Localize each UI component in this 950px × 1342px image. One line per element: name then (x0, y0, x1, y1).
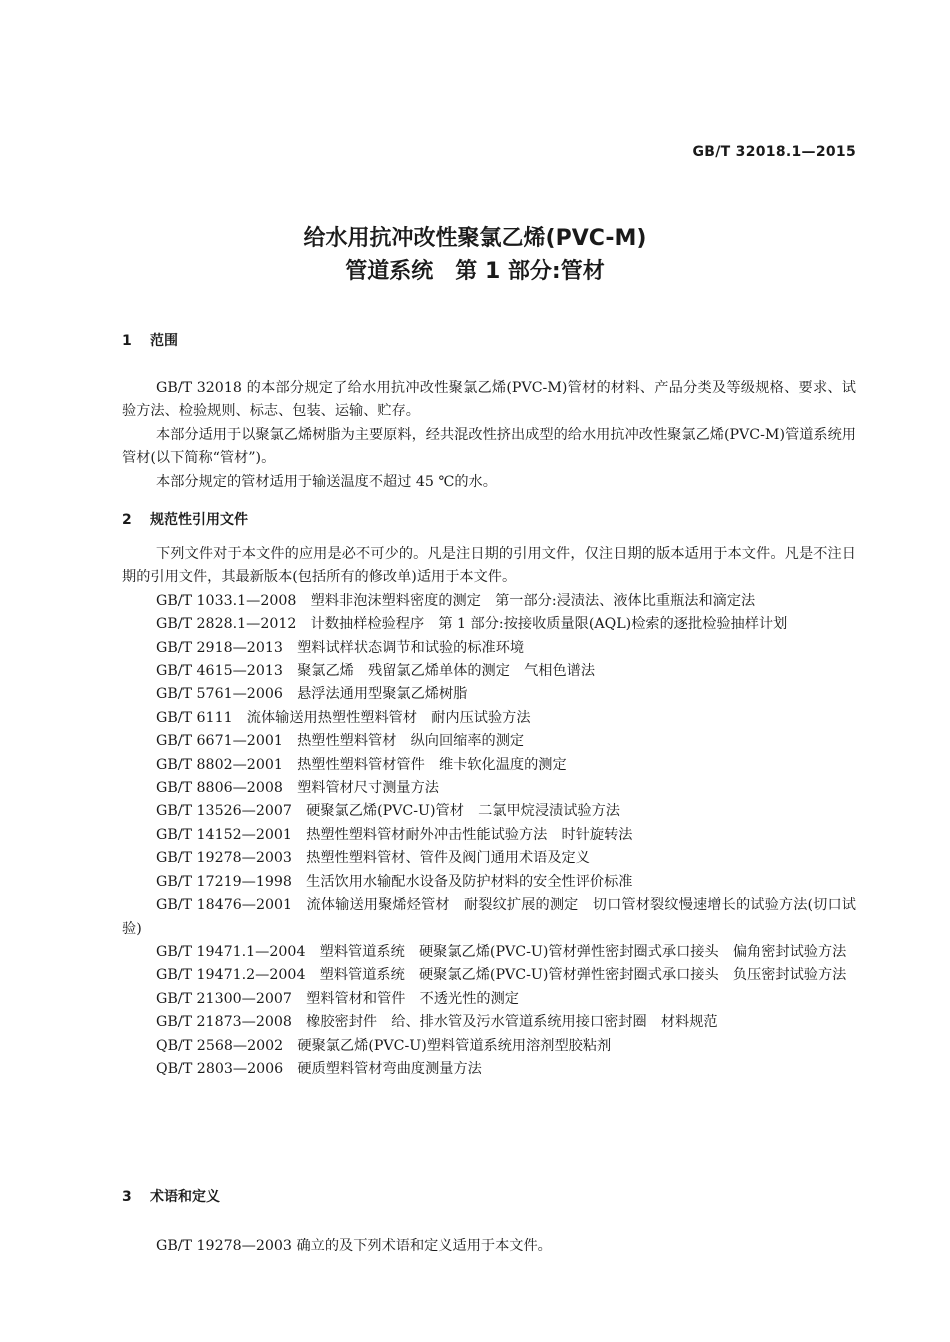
reference-item: GB/T 13526—2007 硬聚氯乙烯(PVC-U)管材 二氯甲烷浸渍试验方法 (156, 803, 620, 820)
paragraph: GB/T 32018 的本部分规定了给水用抗冲改性聚氯乙烯(PVC-M)管材的材料、产品分类及等级规格、要求、试验方法、检验规则、标志、包装、运输、贮存。 (122, 380, 856, 420)
title-line-2: 管道系统 第 1 部分:管材 (345, 259, 605, 284)
reference-item: GB/T 19278—2003 热塑性塑料管材、管件及阀门通用术语及定义 (156, 850, 590, 867)
reference-item: GB/T 5761—2006 悬浮法通用型聚氯乙烯树脂 (156, 686, 468, 703)
reference-item: GB/T 8806—2008 塑料管材尺寸测量方法 (156, 780, 439, 797)
reference-item: GB/T 8802—2001 热塑性塑料管材管件 维卡软化温度的测定 (156, 756, 567, 773)
reference-item: GB/T 1033.1—2008 塑料非泡沫塑料密度的测定 第一部分:浸渍法、液体比重瓶法和滴定法 (156, 592, 756, 609)
reference-item: GB/T 6671—2001 热塑性塑料管材 纵向回缩率的测定 (156, 733, 525, 750)
section-2-body (122, 543, 856, 1081)
reference-item: GB/T 2918—2013 塑料试样状态调节和试验的标准环境 (156, 639, 525, 656)
reference-item: GB/T 17219—1998 生活饮用水输配水设备及防护材料的安全性评价标准 (156, 873, 633, 890)
section-2-heading (122, 509, 248, 529)
section-number: 3 (122, 1189, 132, 1205)
document-title (0, 222, 950, 288)
title-line-1: 给水用抗冲改性聚氯乙烯(PVC-M) (303, 226, 647, 251)
paragraph: GB/T 19278—2003 确立的及下列术语和定义适用于本文件。 (156, 1238, 552, 1254)
section-3-body (122, 1235, 856, 1258)
section-number: 2 (122, 512, 132, 528)
section-title: 规范性引用文件 (150, 512, 248, 528)
section-title: 范围 (150, 333, 178, 349)
section-1-body (122, 377, 856, 494)
reference-item: QB/T 2803—2006 硬质塑料管材弯曲度测量方法 (156, 1060, 482, 1077)
reference-item: QB/T 2568—2002 硬聚氯乙烯(PVC-U)塑料管道系统用溶剂型胶粘剂 (156, 1037, 612, 1054)
reference-item: GB/T 21300—2007 塑料管材和管件 不透光性的测定 (156, 990, 519, 1007)
section-1-heading (122, 330, 178, 350)
reference-item: GB/T 18476—2001 流体输送用聚烯烃管材 耐裂纹扩展的测定 切口管材裂纹慢速增长的试验方法(切口试验) (122, 897, 856, 937)
reference-item: GB/T 21873—2008 橡胶密封件 给、排水管及污水管道系统用接口密封圈 材料规范 (156, 1014, 718, 1031)
section-title: 术语和定义 (150, 1189, 220, 1205)
paragraph: 本部分规定的管材适用于输送温度不超过 45 ℃的水。 (156, 473, 497, 490)
reference-item: GB/T 6111 流体输送用热塑性塑料管材 耐内压试验方法 (156, 709, 531, 726)
paragraph: 本部分适用于以聚氯乙烯树脂为主要原料，经共混改性挤出成型的给水用抗冲改性聚氯乙烯(PVC-M)管道系统用管材(以下简称“管材”)。 (122, 426, 856, 467)
reference-item: GB/T 14152—2001 热塑性塑料管材耐外冲击性能试验方法 时针旋转法 (156, 826, 633, 843)
paragraph: 下列文件对于本文件的应用是必不可少的。凡是注日期的引用文件，仅注日期的版本适用于本文件。凡是不注日期的引用文件，其最新版本(包括所有的修改单)适用于本文件。 (122, 546, 856, 586)
reference-item: GB/T 19471.2—2004 塑料管道系统 硬聚氯乙烯(PVC-U)管材弹性密封圈式承口接头 负压密封试验方法 (156, 967, 847, 984)
reference-item: GB/T 2828.1—2012 计数抽样检验程序 第 1 部分:按接收质量限(AQL)检索的逐批检验抽样计划 (156, 616, 788, 633)
section-number: 1 (122, 333, 132, 349)
standard-number: GB/T 32018.1—2015 (692, 144, 856, 160)
reference-item: GB/T 4615—2013 聚氯乙烯 残留氯乙烯单体的测定 气相色谱法 (156, 663, 596, 680)
section-3-heading (122, 1186, 220, 1206)
reference-item: GB/T 19471.1—2004 塑料管道系统 硬聚氯乙烯(PVC-U)管材弹性密封圈式承口接头 偏角密封试验方法 (156, 943, 847, 960)
